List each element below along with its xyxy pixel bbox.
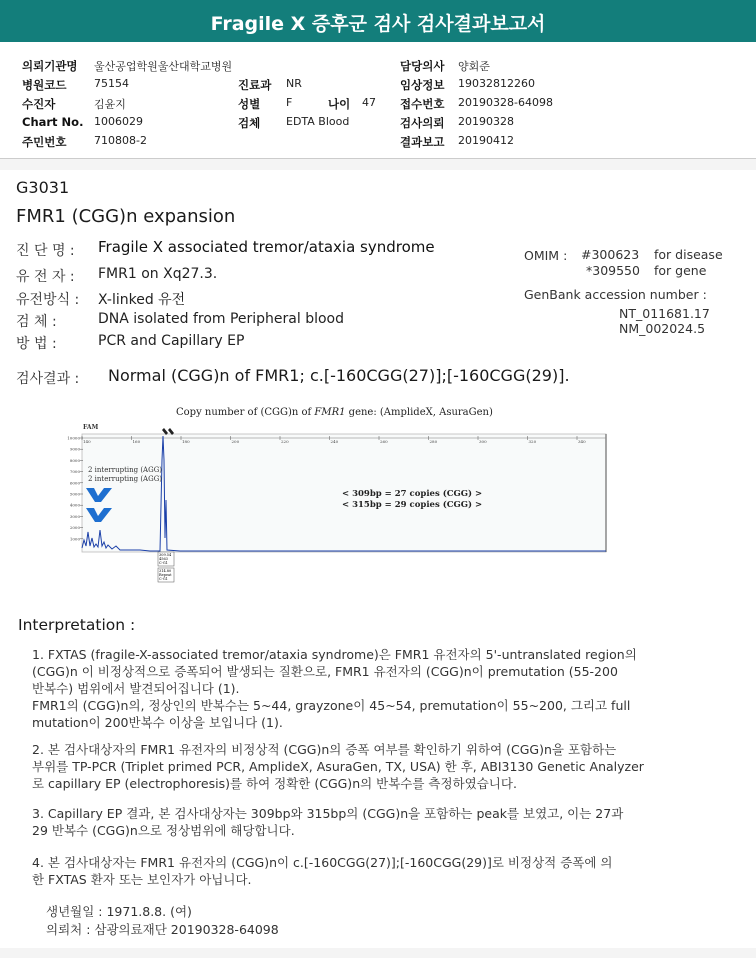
omim-disease-id: #300623	[581, 247, 640, 262]
y-tick-label: 8000	[69, 457, 80, 463]
hospital-code-value: 75154	[94, 77, 129, 90]
peak-box-line: C-G1	[159, 577, 168, 581]
interpretation-heading: Interpretation :	[18, 616, 136, 634]
interpretation-paragraph-1	[32, 646, 722, 731]
peak-label-box-2	[158, 568, 174, 582]
copy-note-309: < 309bp = 27 copies (CGG) >	[342, 489, 483, 499]
gene-value: FMR1 on Xq27.3.	[98, 266, 218, 282]
electropherogram-figure	[60, 400, 616, 592]
receipt-no-label: 접수번호	[400, 97, 445, 111]
paragraph-line: 로 capillary EP (electrophoresis)를 하여 정확한 (CGG)n의 반복수를 측정하였습니다.	[32, 776, 517, 791]
y-tick-label: 9000	[69, 446, 80, 452]
sex-label: 성별	[238, 97, 261, 111]
age-label: 나이	[328, 97, 351, 111]
omim-disease-note: for disease	[654, 247, 723, 262]
request-date-value: 20190328	[458, 115, 514, 128]
omim-gene-id: *309550	[586, 263, 640, 278]
department-value: NR	[286, 77, 302, 90]
title-bar	[0, 0, 756, 42]
paragraph-line: 2. 본 검사대상자의 FMR1 유전자의 비정상적 (CGG)n의 증폭 여부를 확인하기 위하여 (CGG)n을 포함하는	[32, 742, 617, 757]
test-name: FMR1 (CGG)n expansion	[16, 206, 236, 227]
hospital-code-label: 병원코드	[22, 78, 67, 92]
result-value: Normal (CGG)n of FMR1; c.[-160CGG(27)];[-160CGG(29)].	[108, 366, 570, 385]
fam-label: FAM	[83, 424, 99, 431]
peak-box-line: Repeat	[159, 573, 172, 577]
x-tick-label: 160	[132, 439, 141, 444]
peak-box-line: C-G1	[159, 561, 168, 565]
figure-caption: Copy number of (CGG)n of FMR1 gene: (AmplideX, AsuraGen)	[176, 407, 493, 418]
x-tick-label: 220	[281, 439, 289, 444]
department-label: 진료과	[238, 78, 272, 92]
report-date-value: 20190412	[458, 134, 514, 147]
paragraph-line: (CGG)n 이 비정상적으로 증폭되어 발생되는 질환으로, FMR1 유전자의 (CGG)n이 premutation (55-200	[32, 664, 618, 679]
x-tick-label: 340	[578, 439, 586, 444]
x-tick-label: 260	[380, 439, 388, 444]
interrupt-label-1: 2 interrupting (AGG)	[88, 466, 163, 474]
chart-no-label: Chart No.	[22, 115, 84, 129]
y-tick-label: 5000	[69, 491, 80, 497]
gene-label: 유 전 자 :	[16, 269, 75, 285]
genbank-label: GenBank accession number :	[524, 287, 707, 302]
doctor-label: 담당의사	[400, 59, 445, 73]
age-value: 47	[362, 96, 376, 109]
patient-value: 김윤지	[94, 98, 126, 111]
sample-label: 검 체 :	[16, 314, 57, 330]
sex-value: F	[286, 96, 293, 109]
institution-label: 의뢰기관명	[22, 59, 78, 73]
paragraph-line: 3. Capillary EP 결과, 본 검사대상자는 309bp와 315bp의 (CGG)n을 포함하는 peak를 보였고, 이는 27과	[32, 806, 624, 821]
copy-note-315: < 315bp = 29 copies (CGG) >	[342, 500, 483, 510]
specimen-value: EDTA Blood	[286, 115, 350, 128]
paragraph-line: 1. FXTAS (fragile-X-associated tremor/ataxia syndrome)은 FMR1 유전자의 5'-untranslated region의	[32, 647, 637, 662]
peak-box-line: 314.80	[159, 569, 172, 573]
y-tick-label: 2000	[69, 525, 80, 531]
omim-gene-note: for gene	[654, 263, 707, 278]
paragraph-line: 4. 본 검사대상자는 FMR1 유전자의 (CGG)n이 c.[-160CGG(27)];[-160CGG(29)]로 비정상적 증폭에 의	[32, 855, 613, 870]
interpretation-paragraph-3	[32, 805, 722, 839]
x-tick-label: 180	[182, 439, 190, 444]
genbank-accession-2: NM_002024.5	[619, 321, 706, 336]
clinical-info-value: 19032812260	[458, 77, 535, 90]
doctor-value: 양회준	[458, 60, 490, 73]
referrer: 의뢰처 : 삼광의료재단 20190328-64098	[46, 922, 279, 937]
sample-value: DNA isolated from Peripheral blood	[98, 311, 345, 327]
patient-label: 수진자	[22, 97, 56, 111]
peak-box-line: 309.54	[159, 553, 172, 557]
y-tick-label: 1000	[69, 536, 80, 542]
x-tick-label: 280	[429, 439, 438, 444]
diagnosis-label: 진 단 명 :	[16, 243, 75, 259]
request-date-label: 검사의뢰	[400, 116, 445, 130]
x-tick-label: 240	[330, 439, 339, 444]
report-title: Fragile X 증후군 검사 검사결과보고서	[210, 13, 546, 35]
inheritance-value: X-linked 유전	[98, 292, 186, 308]
institution-value: 울산공업학원울산대학교병원	[94, 60, 233, 73]
y-tick-label: 6000	[69, 480, 80, 486]
y-tick-label: 4000	[69, 502, 80, 508]
specimen-label: 검체	[238, 116, 261, 130]
x-tick-label: 300	[479, 439, 487, 444]
y-tick-label: 10000	[67, 435, 80, 441]
report-date-label: 결과보고	[400, 135, 445, 149]
chart-no-value: 1006029	[94, 115, 143, 128]
diagnosis-value: Fragile X associated tremor/ataxia syndrome	[98, 238, 435, 256]
paragraph-line: 29 반복수 (CGG)n으로 정상범위에 해당합니다.	[32, 823, 295, 838]
inheritance-label: 유전방식 :	[16, 292, 80, 308]
paragraph-line: 한 FXTAS 환자 또는 보인자가 아닙니다.	[32, 872, 252, 887]
interpretation-paragraph-4	[32, 854, 722, 888]
y-tick-label: 7000	[69, 469, 80, 475]
birth-date: 생년월일 : 1971.8.8. (여)	[46, 904, 192, 919]
genbank-accession-1: NT_011681.17	[619, 306, 710, 321]
interrupt-label-2: 2 interrupting (AGG)	[88, 475, 163, 483]
omim-label: OMIM :	[524, 248, 568, 263]
y-tick-label: 3000	[69, 513, 80, 519]
patient-header	[0, 48, 756, 159]
x-tick-label: 140	[83, 439, 91, 444]
result-label: 검사결과 :	[16, 371, 80, 387]
method-value: PCR and Capillary EP	[98, 333, 245, 349]
method-label: 방 법 :	[16, 336, 57, 352]
y-axis-ticks	[67, 436, 83, 542]
peak-box-line: 4563	[159, 557, 168, 561]
clinical-info-label: 임상정보	[400, 78, 445, 92]
peak-label-box-1	[158, 552, 174, 566]
x-tick-label: 200	[231, 439, 240, 444]
resident-no-label: 주민번호	[22, 135, 67, 149]
x-tick-label: 320	[528, 439, 537, 444]
paragraph-line: FMR1의 (CGG)n의, 정상인의 반복수는 5~44, grayzone이 45~54, premutation이 55~200, 그리고 full	[32, 698, 631, 713]
resident-no-value: 710808-2	[94, 134, 147, 147]
test-code: G3031	[16, 178, 70, 197]
paragraph-line: 부위를 TP-PCR (Triplet primed PCR, AmplideX, AsuraGen, TX, USA) 한 후, ABI3130 Genetic Analyzer	[32, 759, 644, 774]
receipt-no-value: 20190328-64098	[458, 96, 553, 109]
paragraph-line: mutation이 200반복수 이상을 보입니다 (1).	[32, 715, 283, 730]
interpretation-paragraph-2	[32, 741, 722, 792]
paragraph-line: 반복수) 범위에서 발견되어집니다 (1).	[32, 681, 240, 696]
